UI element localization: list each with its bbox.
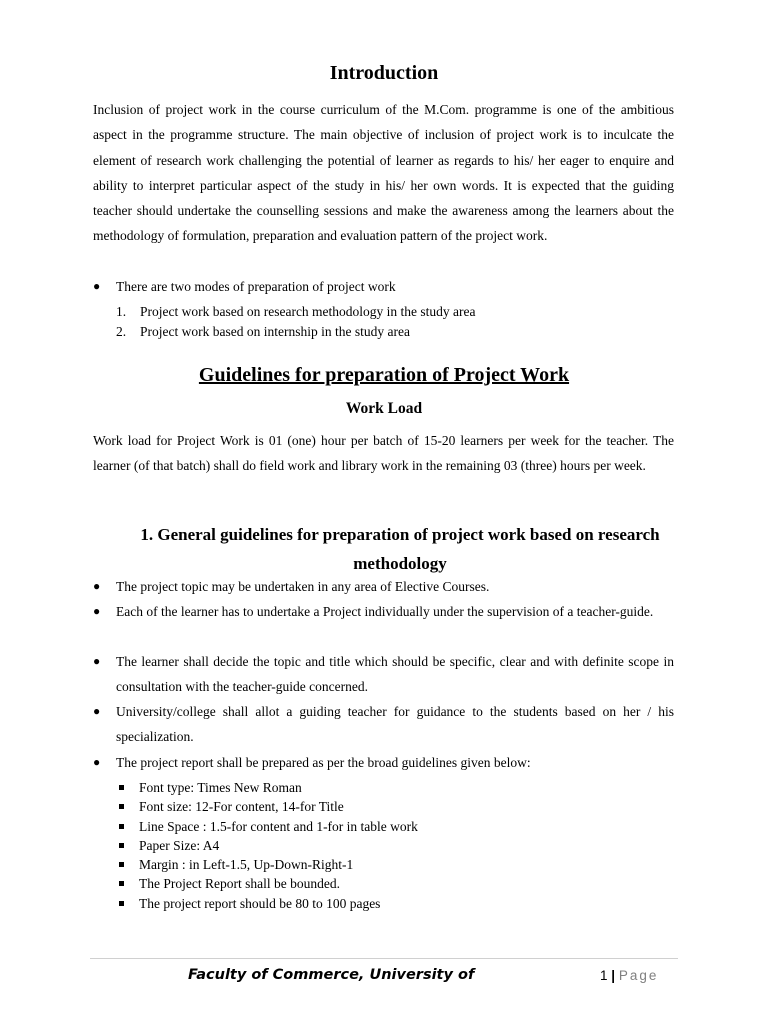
section-1-title: 1. General guidelines for preparation of project work based on research methodology — [140, 525, 660, 573]
workload-heading: Work Load — [345, 400, 423, 417]
format-item-text: Paper Size: A4 — [139, 837, 220, 853]
list-item-text: Project work based on research methodology in the study area — [140, 304, 476, 319]
footer-page-number — [600, 966, 658, 986]
format-list-item — [116, 797, 676, 816]
guideline-bullet — [93, 649, 674, 700]
guideline-bullet-text: University/college shall allot a guiding teacher for guidance to the students based on her / his specialization. — [116, 704, 674, 745]
bullet-dot-icon: ● — [93, 579, 101, 593]
square-bullet-icon — [119, 881, 124, 886]
guideline-bullet — [93, 599, 674, 624]
bullet-dot-icon: ● — [93, 279, 101, 293]
guidelines-title: Guidelines for preparation of Project Work — [198, 364, 570, 386]
modes-list-item — [116, 322, 676, 342]
footer-divider — [90, 958, 678, 959]
format-list-item — [116, 855, 676, 874]
guideline-bullet-text: The project report shall be prepared as per the broad guidelines given below: — [116, 755, 531, 770]
format-list-item — [116, 836, 676, 855]
guideline-bullet — [93, 750, 674, 775]
introduction-paragraph: Inclusion of project work in the course curriculum of the M.Com. programme is one of the ambitious aspect in the programme structure. The main objective of inclusion of project work is to inculcate the element of research work challenging the potential of learner as regards to his/ her eager to enquire and ability to interpret particular aspect of the study in his/ her own words. It is expected that the guiding teacher should undertake the counselling sessions and make the awareness among the learners about the methodology of formulation, preparation and evaluation pattern of the project work. — [93, 102, 674, 244]
format-item-text: Font type: Times New Roman — [139, 780, 302, 795]
square-bullet-icon — [119, 901, 124, 906]
list-number: 1. — [116, 304, 127, 319]
square-bullet-icon — [119, 804, 124, 809]
modes-bullet — [93, 274, 674, 299]
square-bullet-icon — [119, 843, 124, 848]
modes-bullet-text: There are two modes of preparation of project work — [116, 279, 396, 294]
bullet-dot-icon: ● — [93, 704, 101, 718]
introduction-title: Introduction — [329, 62, 439, 84]
guideline-bullet — [93, 574, 674, 599]
page-separator: | — [611, 968, 616, 983]
list-number: 2. — [116, 323, 127, 339]
list-item-text: Project work based on internship in the study area — [140, 323, 410, 339]
bullet-dot-icon: ● — [93, 755, 101, 769]
bullet-dot-icon: ● — [93, 604, 101, 618]
guideline-bullet — [93, 699, 674, 750]
page-number: 1 — [600, 968, 608, 983]
format-list-item — [116, 817, 676, 836]
square-bullet-icon — [119, 785, 124, 790]
format-list — [116, 778, 676, 913]
bullet-dot-icon: ● — [93, 654, 101, 668]
modes-list — [116, 302, 676, 341]
guideline-bullet-text: The learner shall decide the topic and title which should be specific, clear and with definite scope in consultation with the teacher-guide concerned. — [116, 654, 674, 695]
guideline-bullet-text: Each of the learner has to undertake a Project individually under the supervision of a teacher-guide. — [116, 604, 654, 619]
format-item-text: Line Space : 1.5-for content and 1-for in table work — [139, 818, 418, 834]
format-item-text: Margin : in Left-1.5, Up-Down-Right-1 — [139, 857, 354, 873]
workload-paragraph: Work load for Project Work is 01 (one) hour per batch of 15-20 learners per week for the teacher. The learner (of that batch) shall do field work and library work in the remaining 03 (three) hours per week. — [93, 433, 674, 474]
footer-faculty-text: Faculty of Commerce, University of — [188, 967, 475, 983]
format-list-item — [116, 874, 676, 893]
format-item-text: The Project Report shall be bounded. — [139, 876, 340, 892]
format-list-item — [116, 894, 676, 913]
page-label: Page — [618, 968, 659, 983]
format-list-item — [116, 778, 676, 797]
square-bullet-icon — [119, 824, 124, 829]
modes-list-item — [116, 302, 676, 322]
format-item-text: The project report should be 80 to 100 pages — [139, 895, 381, 911]
guideline-bullet-text: The project topic may be undertaken in any area of Elective Courses. — [116, 579, 490, 594]
square-bullet-icon — [119, 862, 124, 867]
format-item-text: Font size: 12-For content, 14-for Title — [139, 799, 344, 815]
